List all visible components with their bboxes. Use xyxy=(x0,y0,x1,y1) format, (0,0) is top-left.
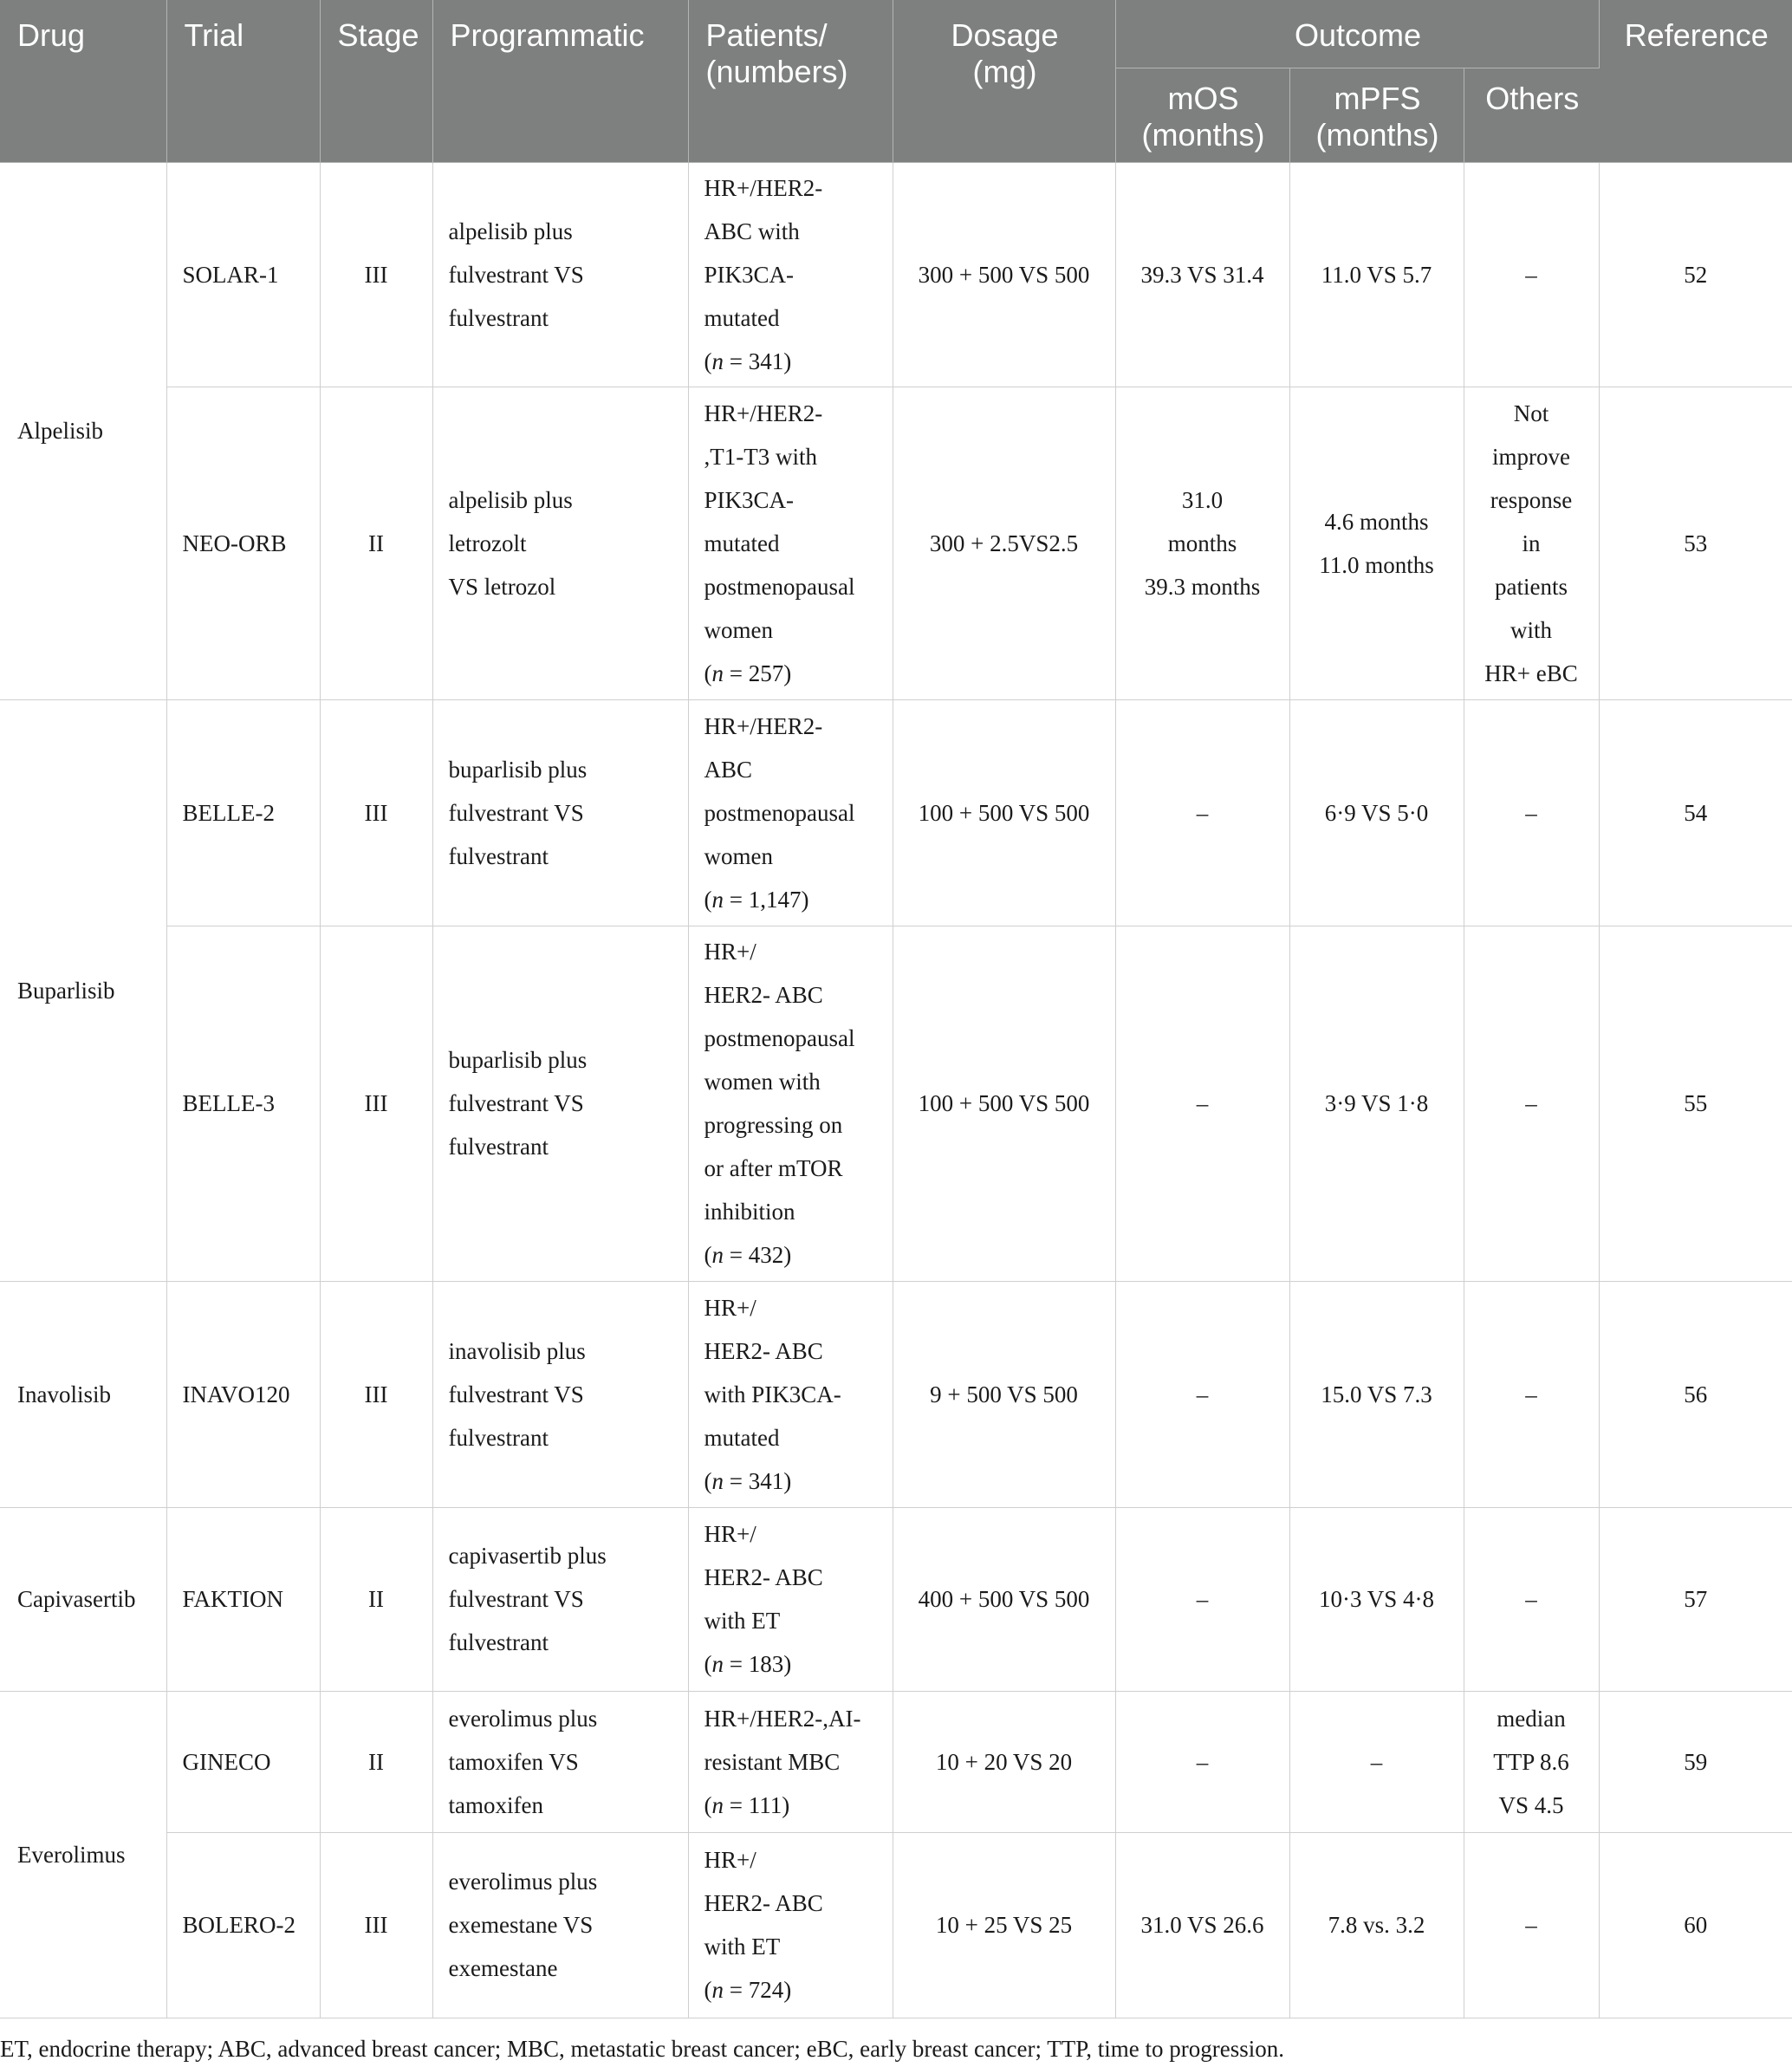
programmatic-line: buparlisib plus xyxy=(448,756,588,783)
header-mpfs xyxy=(1289,68,1464,162)
others-line: – xyxy=(1525,1381,1537,1407)
dosage-cell: 400 + 500 VS 500 xyxy=(893,1507,1115,1691)
patients-line: ,T1-T3 with xyxy=(704,443,817,470)
header-drug: Drug xyxy=(0,0,166,162)
dosage-cell: 300 + 2.5VS2.5 xyxy=(893,387,1115,699)
drug-cell: Inavolisib xyxy=(0,1281,166,1507)
patients-cell xyxy=(688,1691,893,1832)
programmatic-line: everolimus plus xyxy=(448,1869,598,1895)
others-cell xyxy=(1464,1507,1599,1691)
header-stage: Stage xyxy=(320,0,432,162)
header-reference: Reference xyxy=(1599,0,1792,162)
mpfs-cell xyxy=(1289,699,1464,926)
programmatic-line: fulvestrant xyxy=(448,1424,549,1451)
mpfs-line: 6·9 VS 5·0 xyxy=(1324,799,1429,826)
patient-count: (n = 257) xyxy=(704,660,792,686)
others-line: TTP 8.6 xyxy=(1493,1748,1569,1775)
mpfs-line: – xyxy=(1370,1748,1383,1775)
programmatic-cell xyxy=(432,1507,688,1691)
stage-cell: III xyxy=(320,1281,432,1507)
header-mos-line-1: mOS xyxy=(1167,80,1239,116)
reference-cell: 59 xyxy=(1599,1691,1792,1832)
table-row xyxy=(0,926,1792,1281)
trial-cell: FAKTION xyxy=(166,1507,320,1691)
patients-line: ABC with xyxy=(704,218,800,244)
mos-cell xyxy=(1115,162,1289,387)
dosage-cell: 100 + 500 VS 500 xyxy=(893,926,1115,1281)
others-line: VS 4.5 xyxy=(1498,1791,1564,1818)
patients-line: postmenopausal xyxy=(704,1025,855,1051)
patients-line: mutated xyxy=(704,304,780,331)
patient-count: (n = 111) xyxy=(704,1791,790,1818)
mpfs-line: 4.6 months xyxy=(1324,508,1429,535)
patient-count-symbol: n xyxy=(711,1977,724,2003)
header-dosage-line-1: Dosage xyxy=(951,17,1059,53)
programmatic-cell xyxy=(432,1832,688,2018)
mos-line: 39.3 months xyxy=(1144,573,1261,600)
others-cell xyxy=(1464,926,1599,1281)
mpfs-cell xyxy=(1289,1691,1464,1832)
trial-cell: INAVO120 xyxy=(166,1281,320,1507)
mos-cell xyxy=(1115,699,1289,926)
patients-line: ABC xyxy=(704,756,753,783)
patient-count-symbol: n xyxy=(711,886,724,913)
header-mos-line-2: (months) xyxy=(1141,116,1265,153)
patient-count-symbol: n xyxy=(711,660,724,686)
mos-line: – xyxy=(1196,1381,1209,1407)
drug-cell: Everolimus xyxy=(0,1691,166,2018)
programmatic-line: fulvestrant VS xyxy=(448,1090,584,1116)
header-others: Others xyxy=(1464,68,1599,162)
programmatic-line: fulvestrant xyxy=(448,1134,549,1160)
patient-count-symbol: n xyxy=(711,1467,724,1494)
mos-line: 39.3 VS 31.4 xyxy=(1140,261,1264,288)
programmatic-line: exemestane xyxy=(448,1955,558,1981)
header-dosage xyxy=(893,0,1115,162)
programmatic-line: VS letrozol xyxy=(448,573,556,600)
patients-line: HR+/HER2- xyxy=(704,712,823,739)
header-trial: Trial xyxy=(166,0,320,162)
programmatic-line: capivasertib plus xyxy=(448,1543,607,1569)
header-outcome: Outcome xyxy=(1115,0,1599,68)
programmatic-cell xyxy=(432,699,688,926)
patient-count: (n = 183) xyxy=(704,1651,792,1677)
patient-count-value: = 432) xyxy=(724,1242,792,1268)
mpfs-cell xyxy=(1289,926,1464,1281)
mpfs-line: 7.8 vs. 3.2 xyxy=(1328,1912,1425,1938)
table-footnote: ET, endocrine therapy; ABC, advanced breast cancer; MBC, metastatic breast cancer; eBC, early breast cancer; TTP, time to progression. xyxy=(0,2036,1284,2062)
patient-count-symbol: n xyxy=(711,1242,724,1268)
mos-cell xyxy=(1115,1281,1289,1507)
stage-cell: III xyxy=(320,162,432,387)
others-line: patients xyxy=(1495,573,1568,600)
patients-line: PIK3CA- xyxy=(704,486,795,513)
patients-line: postmenopausal xyxy=(704,573,855,600)
table-row xyxy=(0,162,1792,387)
patients-line: HER2- ABC xyxy=(704,1564,823,1590)
patients-line: women xyxy=(704,616,773,643)
programmatic-line: fulvestrant xyxy=(448,842,549,869)
patient-count-symbol: n xyxy=(711,348,724,374)
programmatic-line: fulvestrant VS xyxy=(448,261,584,288)
patients-line: HER2- ABC xyxy=(704,982,823,1008)
programmatic-cell xyxy=(432,1281,688,1507)
patient-count: (n = 341) xyxy=(704,1467,792,1494)
programmatic-line: exemestane VS xyxy=(448,1912,594,1938)
programmatic-line: tamoxifen xyxy=(448,1791,543,1818)
patients-line: women xyxy=(704,842,773,869)
patients-line: HR+/HER2- xyxy=(704,400,823,426)
header-patients-line-2: (numbers) xyxy=(705,54,848,89)
others-line: improve xyxy=(1492,443,1570,470)
programmatic-line: letrozolt xyxy=(448,530,527,556)
others-cell xyxy=(1464,699,1599,926)
mpfs-line: 11.0 VS 5.7 xyxy=(1321,261,1432,288)
others-line: HR+ eBC xyxy=(1484,660,1578,686)
reference-cell: 52 xyxy=(1599,162,1792,387)
reference-cell: 56 xyxy=(1599,1281,1792,1507)
patient-count: (n = 724) xyxy=(704,1977,792,2003)
mpfs-line: 3·9 VS 1·8 xyxy=(1324,1090,1429,1116)
others-line: – xyxy=(1525,1912,1537,1938)
patients-line: HR+/ xyxy=(704,1847,756,1873)
trial-cell: NEO-ORB xyxy=(166,387,320,699)
programmatic-line: inavolisib plus xyxy=(448,1337,586,1364)
patients-line: HER2- ABC xyxy=(704,1890,823,1916)
trial-cell: BOLERO-2 xyxy=(166,1832,320,2018)
mos-cell xyxy=(1115,387,1289,699)
mpfs-cell xyxy=(1289,1832,1464,2018)
patients-line: mutated xyxy=(704,530,780,556)
patient-count-value: = 341) xyxy=(724,348,792,374)
mos-line: – xyxy=(1196,1090,1209,1116)
programmatic-line: fulvestrant VS xyxy=(448,799,584,826)
mos-cell xyxy=(1115,926,1289,1281)
programmatic-cell xyxy=(432,926,688,1281)
others-line: response xyxy=(1490,486,1573,513)
reference-cell: 53 xyxy=(1599,387,1792,699)
others-line: with xyxy=(1510,616,1552,643)
programmatic-line: alpelisib plus xyxy=(448,218,573,244)
header-patients-line-1: Patients/ xyxy=(705,17,828,53)
table-row xyxy=(0,699,1792,926)
patient-count-value: = 111) xyxy=(724,1791,790,1818)
stage-cell: II xyxy=(320,1507,432,1691)
programmatic-line: tamoxifen VS xyxy=(448,1748,579,1775)
mos-cell xyxy=(1115,1832,1289,2018)
table-row xyxy=(0,387,1792,699)
patients-line: inhibition xyxy=(704,1199,795,1225)
patients-line: HR+/ xyxy=(704,1294,756,1321)
patients-line: with ET xyxy=(704,1608,781,1634)
patients-cell xyxy=(688,699,893,926)
trial-cell: SOLAR-1 xyxy=(166,162,320,387)
patient-count: (n = 1,147) xyxy=(704,886,809,913)
patients-line: HR+/ xyxy=(704,939,756,965)
patients-line: HR+/HER2-,AI- xyxy=(704,1705,861,1732)
table-row xyxy=(0,1507,1792,1691)
trial-cell: BELLE-2 xyxy=(166,699,320,926)
table-body xyxy=(0,162,1792,2018)
table-row xyxy=(0,1691,1792,1832)
programmatic-line: everolimus plus xyxy=(448,1705,598,1732)
others-cell xyxy=(1464,1281,1599,1507)
header-programmatic: Programmatic xyxy=(432,0,688,162)
mos-line: – xyxy=(1196,1586,1209,1612)
patients-line: HER2- ABC xyxy=(704,1337,823,1364)
patients-cell xyxy=(688,1507,893,1691)
mpfs-line: 15.0 VS 7.3 xyxy=(1321,1381,1432,1407)
patients-line: postmenopausal xyxy=(704,799,855,826)
patients-line: with PIK3CA- xyxy=(704,1381,841,1407)
others-line: – xyxy=(1525,1586,1537,1612)
others-line: – xyxy=(1525,799,1537,826)
patients-line: or after mTOR xyxy=(704,1155,843,1181)
others-cell xyxy=(1464,162,1599,387)
mpfs-line: 10·3 VS 4·8 xyxy=(1318,1586,1434,1612)
programmatic-cell xyxy=(432,1691,688,1832)
programmatic-cell xyxy=(432,162,688,387)
reference-cell: 60 xyxy=(1599,1832,1792,2018)
patient-count-symbol: n xyxy=(711,1651,724,1677)
others-line: – xyxy=(1525,261,1537,288)
patients-line: with ET xyxy=(704,1934,781,1960)
stage-cell: II xyxy=(320,387,432,699)
programmatic-line: buparlisib plus xyxy=(448,1047,588,1073)
patients-line: women with xyxy=(704,1069,821,1095)
mpfs-line: 11.0 months xyxy=(1319,551,1434,578)
patients-line: HR+/HER2- xyxy=(704,174,823,201)
mpfs-cell xyxy=(1289,1507,1464,1691)
dosage-cell: 9 + 500 VS 500 xyxy=(893,1281,1115,1507)
programmatic-cell xyxy=(432,387,688,699)
others-line: median xyxy=(1497,1705,1566,1732)
patient-count-value: = 1,147) xyxy=(724,886,809,913)
patient-count: (n = 341) xyxy=(704,348,792,374)
patients-cell xyxy=(688,1832,893,2018)
mpfs-cell xyxy=(1289,387,1464,699)
header-dosage-line-2: (mg) xyxy=(972,54,1037,89)
patients-cell xyxy=(688,162,893,387)
trial-cell: BELLE-3 xyxy=(166,926,320,1281)
others-cell xyxy=(1464,1691,1599,1832)
header-patients xyxy=(688,0,893,162)
mos-line: – xyxy=(1196,1748,1209,1775)
patients-line: HR+/ xyxy=(704,1521,756,1547)
mos-line: – xyxy=(1196,799,1209,826)
patients-line: mutated xyxy=(704,1424,780,1451)
patient-count-value: = 183) xyxy=(724,1651,792,1677)
reference-cell: 57 xyxy=(1599,1507,1792,1691)
mos-cell xyxy=(1115,1691,1289,1832)
patient-count-value: = 724) xyxy=(724,1977,792,2003)
programmatic-line: fulvestrant VS xyxy=(448,1381,584,1407)
patient-count: (n = 432) xyxy=(704,1242,792,1268)
header-row xyxy=(0,0,1792,68)
mos-line: 31.0 xyxy=(1181,486,1224,513)
others-cell xyxy=(1464,387,1599,699)
mos-line: months xyxy=(1167,530,1237,556)
stage-cell: III xyxy=(320,699,432,926)
mos-cell xyxy=(1115,1507,1289,1691)
reference-cell: 54 xyxy=(1599,699,1792,926)
table-row xyxy=(0,1832,1792,2018)
reference-cell: 55 xyxy=(1599,926,1792,1281)
drug-cell: Capivasertib xyxy=(0,1507,166,1691)
header-mos xyxy=(1115,68,1289,162)
header-mpfs-line-1: mPFS xyxy=(1334,80,1421,116)
others-line: Not xyxy=(1513,400,1549,426)
table-row xyxy=(0,1281,1792,1507)
others-cell xyxy=(1464,1832,1599,2018)
programmatic-line: fulvestrant xyxy=(448,1629,549,1655)
patient-count-value: = 341) xyxy=(724,1467,792,1494)
stage-cell: II xyxy=(320,1691,432,1832)
patients-cell xyxy=(688,926,893,1281)
mpfs-cell xyxy=(1289,1281,1464,1507)
drug-cell: Buparlisib xyxy=(0,699,166,1281)
others-line: in xyxy=(1522,530,1541,556)
dosage-cell: 300 + 500 VS 500 xyxy=(893,162,1115,387)
programmatic-line: fulvestrant VS xyxy=(448,1586,584,1612)
dosage-cell: 10 + 25 VS 25 xyxy=(893,1832,1115,2018)
patients-line: progressing on xyxy=(704,1112,843,1138)
patients-cell xyxy=(688,387,893,699)
programmatic-line: alpelisib plus xyxy=(448,486,573,513)
mpfs-cell xyxy=(1289,162,1464,387)
patients-line: PIK3CA- xyxy=(704,261,795,288)
patient-count-value: = 257) xyxy=(724,660,792,686)
patient-count-symbol: n xyxy=(711,1791,724,1818)
dosage-cell: 100 + 500 VS 500 xyxy=(893,699,1115,926)
programmatic-line: fulvestrant xyxy=(448,304,549,331)
mos-line: 31.0 VS 26.6 xyxy=(1140,1912,1264,1938)
others-line: – xyxy=(1525,1090,1537,1116)
patients-cell xyxy=(688,1281,893,1507)
stage-cell: III xyxy=(320,926,432,1281)
dosage-cell: 10 + 20 VS 20 xyxy=(893,1691,1115,1832)
patients-line: resistant MBC xyxy=(704,1748,841,1775)
drug-cell: Alpelisib xyxy=(0,162,166,699)
header-mpfs-line-2: (months) xyxy=(1315,116,1439,153)
trial-cell: GINECO xyxy=(166,1691,320,1832)
stage-cell: III xyxy=(320,1832,432,2018)
